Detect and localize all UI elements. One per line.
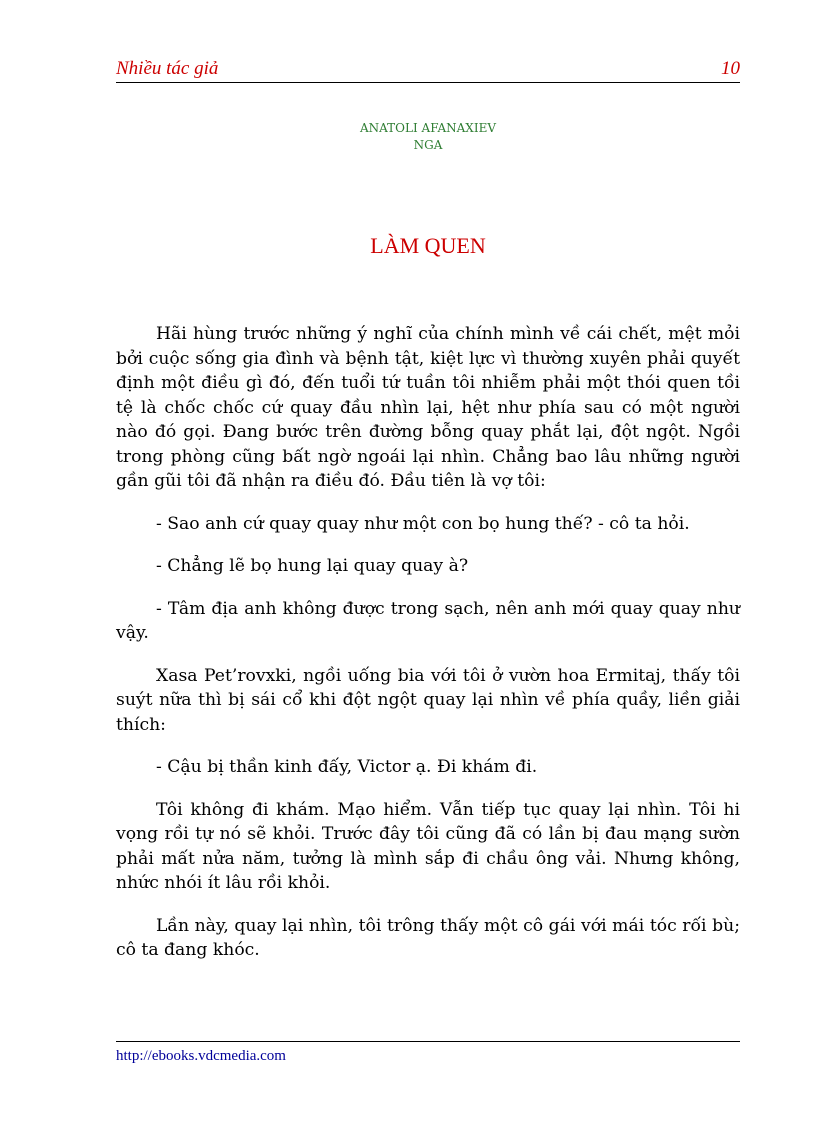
paragraph: - Cậu bị thần kinh đấy, Victor ạ. Đi khám đi.	[156, 757, 538, 777]
paragraph: Lần này, quay lại nhìn, tôi trông thấy một cô gái với mái tóc rối bù; cô ta đang khóc.	[116, 915, 740, 960]
page-header	[116, 56, 740, 83]
paragraph: - Tâm địa anh không được trong sạch, nên anh mới quay quay như vậy.	[116, 598, 740, 643]
paragraph: Tôi không đi khám. Mạo hiểm. Vẫn tiếp tục quay lại nhìn. Tôi hi vọng rồi tự nó sẽ khỏi. Trước đây tôi cũng đã có lần bị đau mạng sườn phải mất nửa năm, tưởng là mình sắp đi chầu ông vải. Nhưng không, nhức nhói ít lâu rồi khỏi.	[116, 799, 740, 893]
book-title: Nhiều tác giả	[116, 58, 219, 79]
footer-url-link[interactable]: http://ebooks.vdcmedia.com	[116, 1048, 286, 1064]
paragraph: - Chẳng lẽ bọ hung lại quay quay à?	[156, 556, 469, 576]
page-number: 10	[721, 58, 740, 79]
author-country: NGA	[413, 138, 443, 152]
paragraph: - Sao anh cứ quay quay như một con bọ hung thế? - cô ta hỏi.	[156, 513, 690, 534]
story-title: LÀM QUEN	[370, 233, 486, 258]
story-body	[116, 322, 740, 981]
author-name: ANATOLI AFANAXIEV	[359, 121, 497, 135]
paragraph: Hãi hùng trước những ý nghĩ của chính mình về cái chết, mệt mỏi bởi cuộc sống gia đình và bệnh tật, kiệt lực vì thường xuyên phải quyết định một điều gì đó, đến tuổi tứ tuần tôi nhiễm phải một thói quen tồi tệ là chốc chốc cứ quay đầu nhìn lại, hệt như phía sau có một người nào đó gọi. Đang bước trên đường bỗng quay phắt lại, đột ngột. Ngồi trong phòng cũng bất ngờ ngoái lại nhìn. Chẳng bao lâu những người gần gũi tôi đã nhận ra điều đó. Đầu tiên là vợ tôi:	[116, 324, 740, 491]
page-footer	[116, 1041, 740, 1065]
paragraph: Xasa Pet’rovxki, ngồi uống bia với tôi ở vườn hoa Ermitaj, thấy tôi suýt nữa thì bị sái cổ khi đột ngột quay lại nhìn về phía quầy, liền giải thích:	[116, 665, 740, 735]
author-block	[116, 120, 740, 154]
